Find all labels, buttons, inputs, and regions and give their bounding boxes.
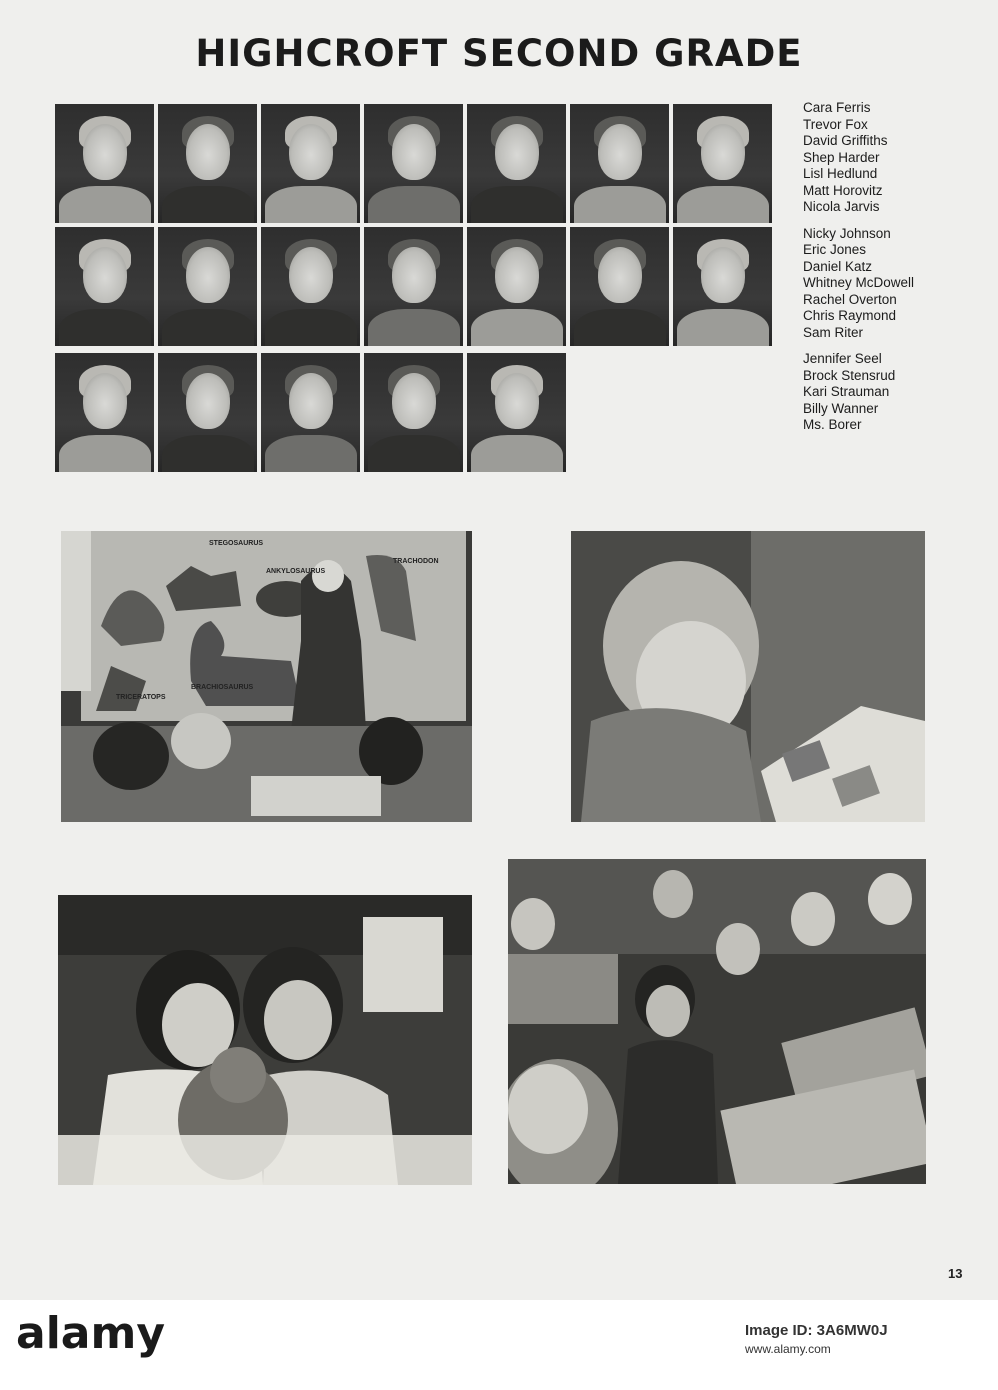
student-name: Lisl Hedlund <box>803 166 878 181</box>
page-number: 13 <box>948 1266 963 1281</box>
portrait-photo <box>158 104 257 223</box>
student-name: Trevor Fox <box>803 116 868 132</box>
portrait-photo <box>55 104 154 223</box>
roster-list <box>803 100 914 444</box>
portrait-photo <box>364 353 463 472</box>
student-name: Sam Riter <box>803 324 864 340</box>
dino-label: BRACHIOSAURUS <box>191 684 254 691</box>
dino-label: ANKYLOSAURUS <box>266 568 326 575</box>
website-url: www.alamy.com <box>745 1342 831 1356</box>
student-name: Shep Harder <box>803 149 880 165</box>
image-id: Image ID: 3A6MW0J <box>745 1322 888 1339</box>
portrait-photo <box>261 353 360 472</box>
dino-label: STEGOSAURUS <box>209 540 264 547</box>
student-name: Chris Raymond <box>803 308 897 323</box>
portrait-photo <box>467 104 566 223</box>
student-name: Nicola Jarvis <box>803 199 880 214</box>
student-name: David Griffiths <box>803 133 888 148</box>
teacher-name: Ms. Borer <box>803 417 862 432</box>
xylophone-class-photo <box>508 859 926 1184</box>
portrait-photo <box>570 104 669 223</box>
portrait-photo <box>467 353 566 472</box>
roster-group-3 <box>803 351 914 434</box>
portrait-photo <box>261 227 360 346</box>
dinosaur-poster-scene <box>61 531 472 822</box>
student-name: Kari Strauman <box>803 384 890 399</box>
portrait-photo <box>158 353 257 472</box>
portrait-photo <box>673 104 772 223</box>
boy-reading-photo <box>571 531 925 822</box>
girls-with-teddy-bear-photo <box>58 895 472 1185</box>
student-name: Whitney McDowell <box>803 275 915 290</box>
student-name: Jennifer Seel <box>803 351 882 366</box>
alamy-logo: alamy <box>16 1308 165 1359</box>
dino-label: TRICERATOPS <box>116 694 166 701</box>
student-name: Nicky Johnson <box>803 225 891 241</box>
roster-group-1 <box>803 100 914 216</box>
student-name: Rachel Overton <box>803 291 897 307</box>
classroom-dinosaur-photo <box>61 531 472 822</box>
portrait-photo <box>467 227 566 346</box>
page-title: HIGHCROFT SECOND GRADE <box>195 32 803 75</box>
footer-meta <box>745 1322 888 1358</box>
student-name: Matt Horovitz <box>803 182 883 198</box>
portrait-photo <box>673 227 772 346</box>
portrait-photo <box>55 353 154 472</box>
dino-label: TRACHODON <box>393 558 439 565</box>
student-name: Eric Jones <box>803 242 867 257</box>
student-name: Cara Ferris <box>803 100 871 115</box>
student-name: Daniel Katz <box>803 258 873 274</box>
portrait-photo <box>261 104 360 223</box>
portrait-photo <box>570 227 669 346</box>
student-name: Billy Wanner <box>803 400 879 416</box>
student-name: Brock Stensrud <box>803 367 896 383</box>
roster-group-2 <box>803 226 914 342</box>
portrait-photo <box>364 104 463 223</box>
portrait-photo <box>158 227 257 346</box>
portrait-photo <box>55 227 154 346</box>
portrait-photo <box>364 227 463 346</box>
